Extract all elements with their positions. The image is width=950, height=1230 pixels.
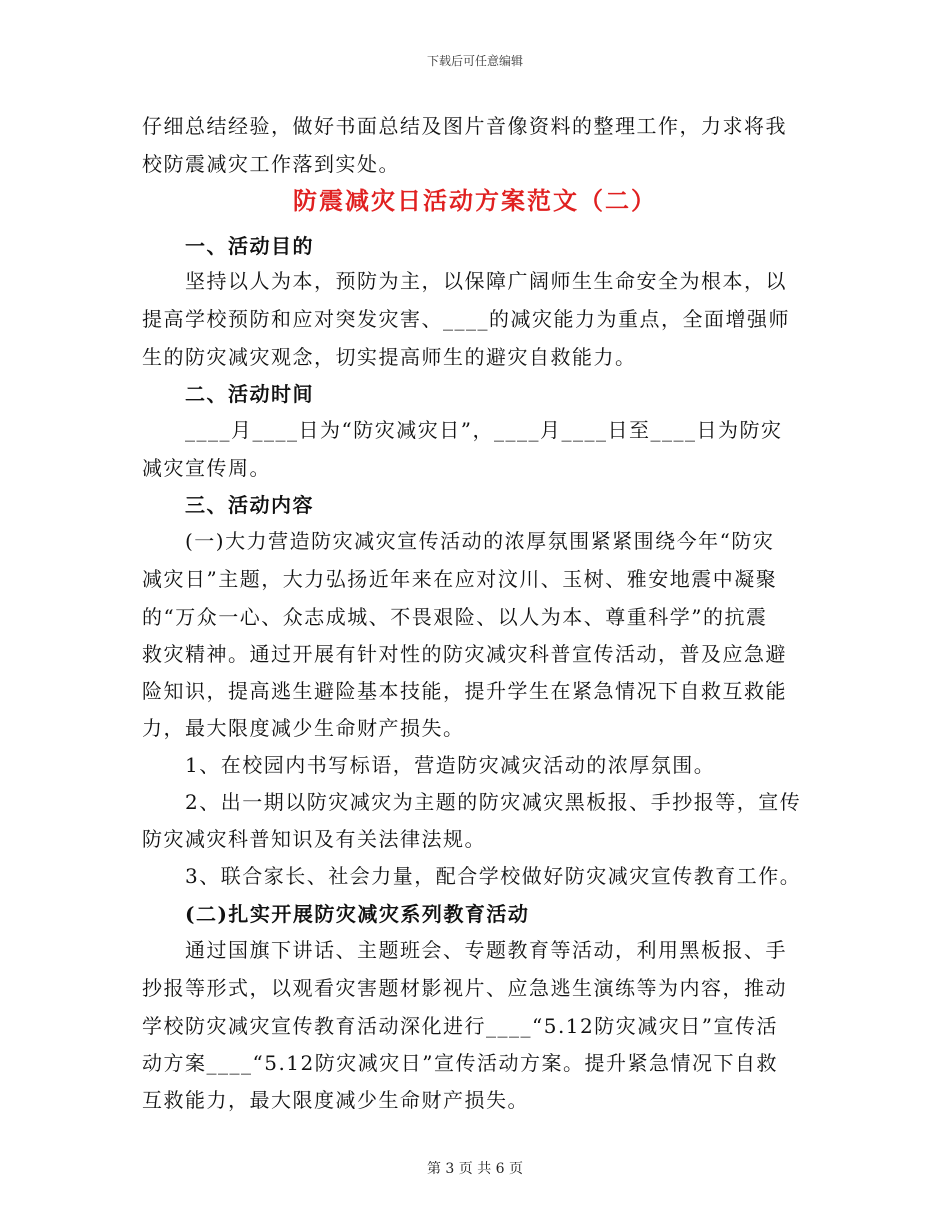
paragraph-line: 减灾日”主题，大力弘扬近年来在应对汶川、玉树、雅安地震中凝聚	[142, 567, 778, 591]
paragraph-line: 坚持以人为本，预防为主，以保障广阔师生生命安全为根本，以	[185, 269, 787, 293]
page-number: 第 3 页 共 6 页	[426, 1161, 524, 1177]
heading-content: 三、活动内容	[185, 493, 314, 517]
paragraph-line: (一)大力营造防灾减灾宣传活动的浓厚氛围紧紧围绕今年“防灾	[185, 529, 775, 553]
paragraph-line: 互救能力，最大限度减少生命财产损失。	[142, 1088, 529, 1112]
paragraph-line: 通过国旗下讲话、主题班会、专题教育等活动，利用黑板报、手	[185, 938, 787, 962]
list-item: 2、出一期以防灾减灾为主题的防灾减灾黑板报、手抄报等，宣传	[185, 790, 802, 814]
heading-purpose: 一、活动目的	[185, 234, 314, 258]
paragraph-line: 险知识，提高逃生避险基本技能，提升学生在紧急情况下自救互救能	[142, 679, 787, 703]
heading-time: 二、活动时间	[185, 382, 314, 406]
paragraph-line: 动方案____“5.12防灾减灾日”宣传活动方案。提升紧急情况下自救	[142, 1051, 778, 1075]
paragraph-line: 生的防灾减灾观念，切实提高师生的避灾自救能力。	[142, 345, 637, 369]
paragraph-line: ____月____日为“防灾减灾日”，____月____日至____日为防灾	[185, 418, 783, 442]
paragraph-line: 力，最大限度减少生命财产损失。	[142, 716, 465, 740]
paragraph-line: 救灾精神。通过开展有针对性的防灾减灾科普宣传活动，普及应急避	[142, 642, 787, 666]
heading-education: (二)扎实开展防灾减灾系列教育活动	[185, 902, 530, 926]
section-title: 防震减灾日活动方案范文（二）	[293, 186, 657, 215]
paragraph-line: 学校防灾减灾宣传教育活动深化进行____“5.12防灾减灾日”宣传活	[142, 1014, 778, 1038]
list-item-continuation: 防灾减灾科普知识及有关法律法规。	[142, 827, 486, 851]
paragraph-line: 的“万众一心、众志成城、不畏艰险、以人为本、尊重科学”的抗震	[142, 605, 768, 629]
paragraph-line: 校防震减灾工作落到实处。	[142, 152, 400, 176]
list-item: 3、联合家长、社会力量，配合学校做好防灾减灾宣传教育工作。	[185, 864, 802, 888]
paragraph-line: 仔细总结经验，做好书面总结及图片音像资料的整理工作，力求将我	[142, 114, 787, 138]
list-item: 1、在校园内书写标语，营造防灾减灾活动的浓厚氛围。	[185, 753, 716, 777]
paragraph-line: 提高学校预防和应对突发灾害、____的减灾能力为重点，全面增强师	[142, 307, 790, 331]
page-header: 下载后可任意编辑	[426, 54, 523, 68]
paragraph-line: 减灾宣传周。	[142, 456, 271, 480]
paragraph-line: 抄报等形式，以观看灾害题材影视片、应急逃生演练等为内容，推动	[142, 976, 787, 1000]
